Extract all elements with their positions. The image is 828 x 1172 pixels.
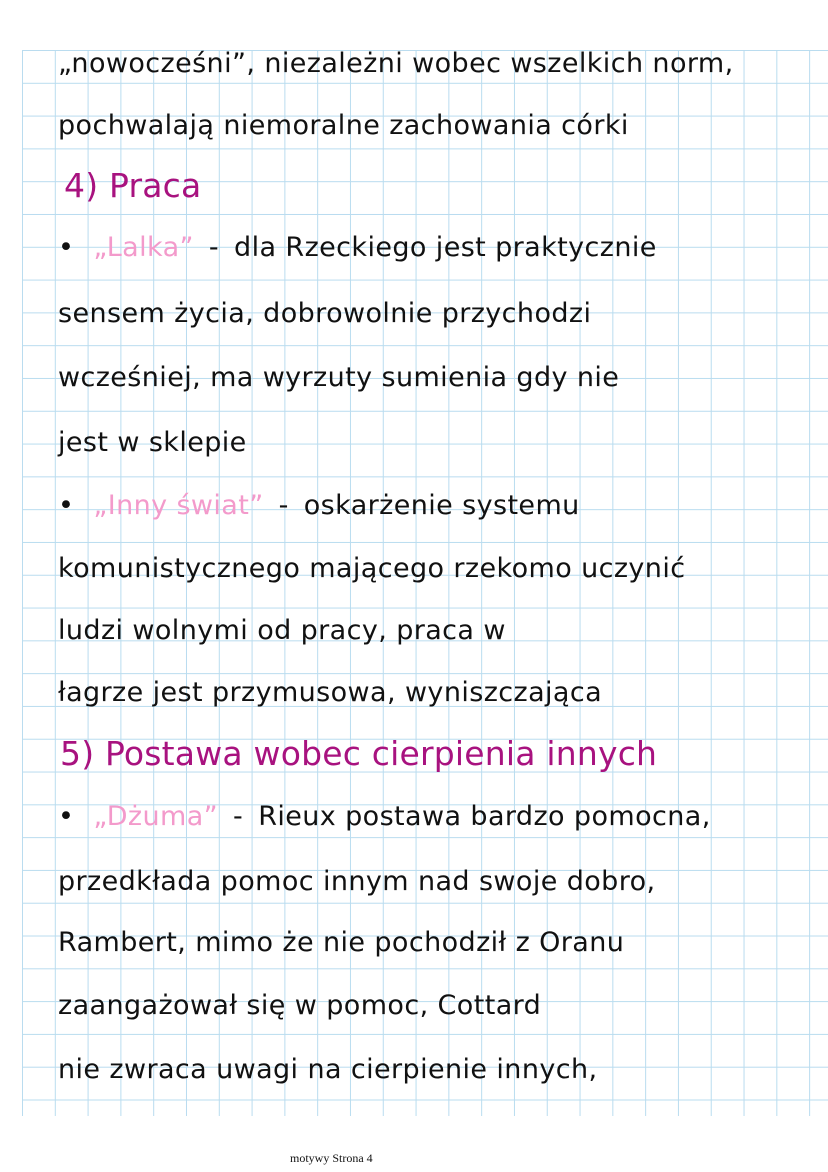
note-line-5: jest w sklepie <box>58 427 247 458</box>
bullet-text: oskarżenie systemu <box>303 490 580 521</box>
note-line-12: nie zwraca uwagi na cierpienie innych, <box>58 1054 598 1085</box>
note-line-11: zaangażował się w pomoc, Cottard <box>58 990 542 1021</box>
note-line-7: ludzi wolnymi od pracy, praca w <box>58 615 506 646</box>
book-title-inny-swiat: „Inny świat” <box>93 490 264 521</box>
note-line-10: Rambert, mimo że nie pochodził z Oranu <box>58 927 625 958</box>
section-heading-work: 4) Praca <box>64 166 202 205</box>
note-line-4: wcześniej, ma wyrzuty sumienia gdy nie <box>58 362 620 393</box>
book-title-lalka: „Lalka” <box>93 232 194 263</box>
book-title-dzuma: „Dżuma” <box>93 801 219 832</box>
note-line-8: łagrze jest przymusowa, wyniszczająca <box>58 677 603 708</box>
bullet-lalka <box>58 231 657 265</box>
note-line-2: pochwalają niemoralne zachowania córki <box>58 110 629 141</box>
note-line-6: komunistycznego mającego rzekomo uczynić <box>58 553 686 584</box>
bullet-marker: • <box>58 801 75 832</box>
note-line-9: przedkłada pomoc innym nad swoje dobro, <box>58 866 656 897</box>
bullet-dash: - <box>208 232 220 263</box>
bullet-dzuma <box>58 800 711 834</box>
bullet-inny-swiat <box>58 489 580 523</box>
note-line-1: „nowocześni”, niezależni wobec wszelkich norm, <box>58 48 734 79</box>
note-line-3: sensem życia, dobrowolnie przychodzi <box>58 298 592 329</box>
bullet-dash: - <box>278 490 289 521</box>
page-footer: motywy Strona 4 <box>290 1151 373 1165</box>
bullet-text: Rieux postawa bardzo pomocna, <box>258 801 711 832</box>
bullet-marker: • <box>58 232 75 263</box>
section-heading-suffering: 5) Postawa wobec cierpienia innych <box>60 734 658 773</box>
bullet-dash: - <box>233 801 244 832</box>
bullet-text: dla Rzeckiego jest praktycznie <box>234 232 657 263</box>
bullet-marker: • <box>58 490 75 521</box>
